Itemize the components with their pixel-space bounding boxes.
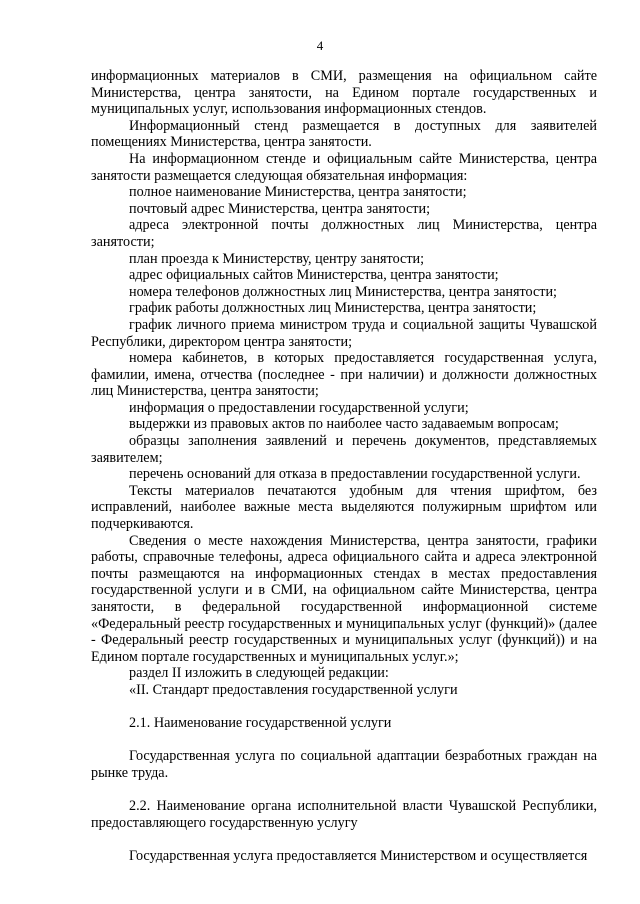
paragraph: план проезда к Министерству, центру занятости; — [129, 250, 425, 267]
paragraph: график работы должностных лиц Министерства, центра занятости; — [129, 300, 537, 317]
paragraph: перечень оснований для отказа в предоставлении государственной услуги. — [129, 466, 581, 483]
paragraph: образцы заполнения заявлений и перечень документов, представляемых заявителем; — [91, 433, 597, 466]
paragraph: полное наименование Министерства, центра занятости; — [129, 184, 467, 201]
paragraph: Тексты материалов печатаются удобным для чтения шрифтом, без исправлений, наиболее важные места выделяются полужирным шрифтом или подчеркиваются. — [91, 482, 597, 533]
paragraph: раздел II изложить в следующей редакции: — [129, 665, 389, 682]
paragraph: адреса электронной почты должностных лиц Министерства, центра занятости; — [91, 217, 597, 250]
paragraph: Сведения о месте нахождения Министерства, центра занятости, графики работы, справочные телефоны, адреса официального сайта и адреса электронной почты размещаются на информационных стендах в местах предоставления государственной услуги и в СМИ, на официальном сайте Министерства, центра занятости, в федеральной государственной информационной системе «Федеральный реестр государственных и муниципальных услуг (функций)» (далее - Федеральный реестр государственных и муниципальных услуг (функций)) и на Едином портале государственных и муниципальных услуг.»; — [91, 532, 597, 665]
paragraph: номера телефонов должностных лиц Министерства, центра занятости; — [129, 283, 558, 300]
document-body — [91, 68, 597, 865]
paragraph: Государственная услуга по социальной адаптации безработных граждан на рынке труда. — [91, 748, 597, 781]
paragraph: информационных материалов в СМИ, размещения на официальном сайте Министерства, центра занятости, на Едином портале государственных и муниципальных услуг, использования информационных стендов. — [91, 68, 597, 118]
paragraph: почтовый адрес Министерства, центра занятости; — [129, 200, 431, 217]
paragraph: На информационном стенде и официальным сайте Министерства, центра занятости размещается следующая обязательная информация: — [91, 150, 597, 184]
section-heading: «II. Стандарт предоставления государственной услуги — [129, 681, 458, 698]
section-heading: 2.1. Наименование государственной услуги — [129, 715, 392, 732]
paragraph: информация о предоставлении государственной услуги; — [129, 399, 469, 416]
paragraph: 2.2. Наименование органа исполнительной власти Чувашской Республики, предоставляющего государственную услугу — [91, 798, 597, 831]
paragraph: выдержки из правовых актов по наиболее часто задаваемым вопросам; — [129, 416, 559, 433]
paragraph: адрес официальных сайтов Министерства, центра занятости; — [129, 267, 499, 284]
paragraph: график личного приема министром труда и социальной защиты Чувашской Республики, директором центра занятости; — [91, 316, 597, 350]
paragraph: Государственная услуга предоставляется Министерством и осуществляется — [129, 847, 588, 864]
paragraph: номера кабинетов, в которых предоставляется государственная услуга, фамилии, имена, отчества (последнее - при наличии) и должности должностных лиц Министерства, центра занятости; — [91, 350, 597, 400]
page-number: 4 — [316, 38, 324, 53]
paragraph: Информационный стенд размещается в доступных для заявителей помещениях Министерства, центра занятости. — [91, 117, 597, 151]
